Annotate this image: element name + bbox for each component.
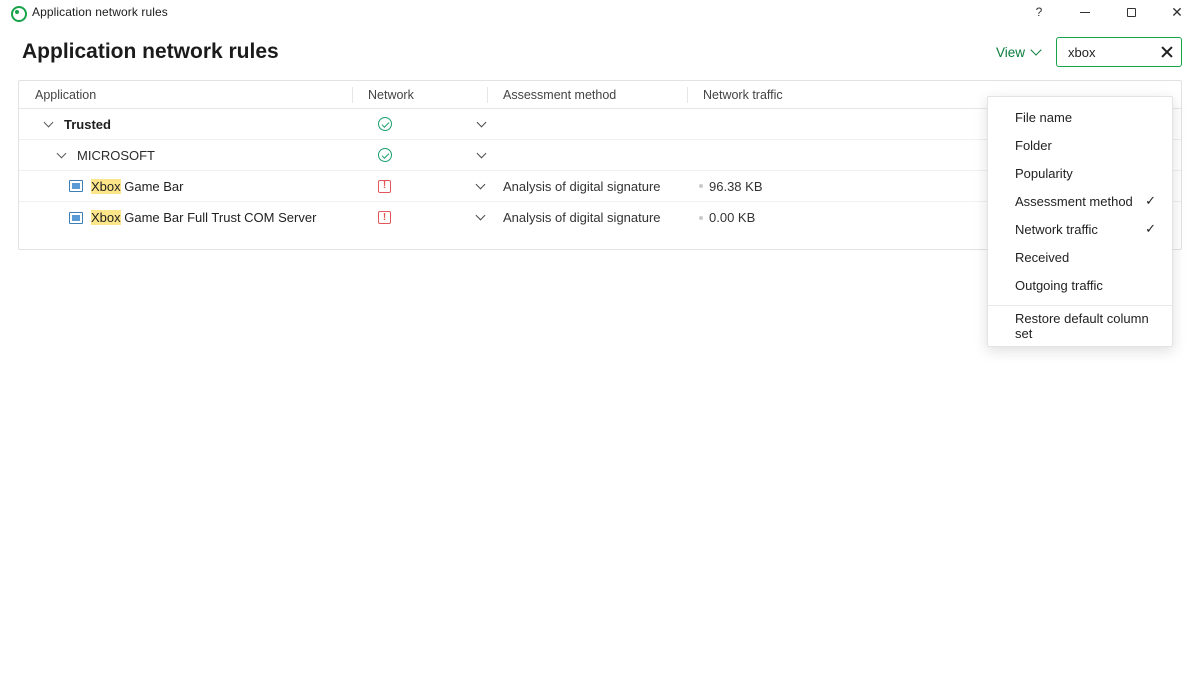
menu-item-file-name[interactable] [988,103,1172,131]
cell-network-traffic [687,202,987,233]
checkmark-icon: ✓ [1145,221,1156,236]
menu-item-label: Network traffic [1015,221,1098,237]
clear-search-icon[interactable] [1159,44,1175,60]
status-ok-icon [378,148,392,162]
menu-item-received[interactable] [988,243,1172,271]
cell-network[interactable] [352,202,487,233]
chevron-down-icon [1030,44,1041,55]
expand-chevron-icon[interactable] [44,117,54,127]
group-label: MICROSOFT [77,147,155,163]
column-header-application[interactable]: Application [35,87,97,102]
close-button[interactable] [1154,0,1200,24]
menu-item-label: Outgoing traffic [1015,277,1103,293]
menu-item-outgoing-traffic[interactable] [988,271,1172,299]
network-dropdown-chevron-icon[interactable] [477,117,487,127]
close-icon: ✕ [1171,4,1183,20]
network-dropdown-chevron-icon[interactable] [476,211,486,221]
cell-network-traffic [687,109,987,140]
column-header-network[interactable]: Network [352,81,487,109]
maximize-button[interactable] [1108,0,1154,24]
application-file-icon [69,212,83,224]
traffic-value: 0.00 KB [709,210,756,225]
menu-item-label: File name [1015,109,1073,125]
cell-application[interactable] [19,171,352,202]
window-title: Application network rules [32,5,168,19]
application-file-icon [69,180,83,192]
status-ok-icon [378,117,392,131]
view-menu-button[interactable] [994,41,1042,64]
status-warning-icon: ! [378,180,391,193]
search-input[interactable] [1066,44,1159,61]
column-header-assessment-method[interactable]: Assessment method [487,81,687,109]
cell-network-traffic [687,171,987,202]
column-header-network-traffic[interactable]: Network traffic [687,81,987,109]
traffic-value: 96.38 KB [709,178,763,194]
maximize-icon [1127,8,1136,17]
menu-item-folder[interactable] [988,131,1172,159]
cell-network[interactable] [352,171,487,202]
header-actions [994,37,1182,67]
view-button-label: View [995,44,1025,60]
network-dropdown-chevron-icon[interactable] [477,148,487,158]
application-name-rest: Game Bar Full Trust COM Server [120,210,317,225]
cell-application[interactable] [19,202,352,233]
search-box[interactable] [1056,37,1182,67]
search-match-highlight: Xbox [91,210,121,225]
search-match-highlight: Xbox [91,178,121,194]
traffic-bullet-icon [699,184,703,188]
expand-chevron-icon[interactable] [57,148,67,158]
checkmark-icon: ✓ [1145,193,1156,208]
minimize-button[interactable] [1062,0,1108,24]
application-name [91,210,316,225]
menu-divider [988,305,1172,306]
window-titlebar [0,0,1200,24]
minimize-icon [1080,12,1090,13]
help-icon: ? [1035,5,1043,19]
network-dropdown-chevron-icon[interactable] [476,179,486,189]
cell-assessment-method: Analysis of digital signature [503,210,661,225]
menu-item-label: Assessment method [1015,193,1133,209]
help-button[interactable] [1016,0,1062,24]
menu-item-restore-default-columns[interactable] [988,312,1172,340]
menu-item-label: Folder [1015,137,1052,153]
cell-application[interactable] [19,140,352,171]
application-name-rest: Game Bar [120,178,184,194]
group-label: Trusted [64,116,111,132]
traffic-bullet-icon [699,216,703,220]
menu-item-label: Popularity [1015,165,1073,181]
cell-assessment-method: Analysis of digital signature [503,178,661,194]
page-title: Application network rules [22,40,279,63]
app-logo-icon [10,5,24,19]
cell-network-traffic [687,140,987,171]
cell-assessment-method [487,109,687,140]
menu-item-label: Restore default column set [1015,311,1149,341]
menu-item-network-traffic[interactable] [988,215,1172,243]
window-controls [1016,0,1200,24]
menu-item-label: Received [1015,249,1070,265]
view-columns-menu[interactable] [987,96,1173,347]
cell-application[interactable] [19,109,352,140]
cell-network[interactable] [352,140,487,171]
menu-item-assessment-method[interactable] [988,187,1172,215]
menu-item-popularity[interactable] [988,159,1172,187]
status-warning-icon: ! [378,211,391,224]
page-header [0,24,1200,80]
application-name [91,179,184,194]
cell-network[interactable] [352,109,487,140]
cell-assessment-method [487,140,687,171]
